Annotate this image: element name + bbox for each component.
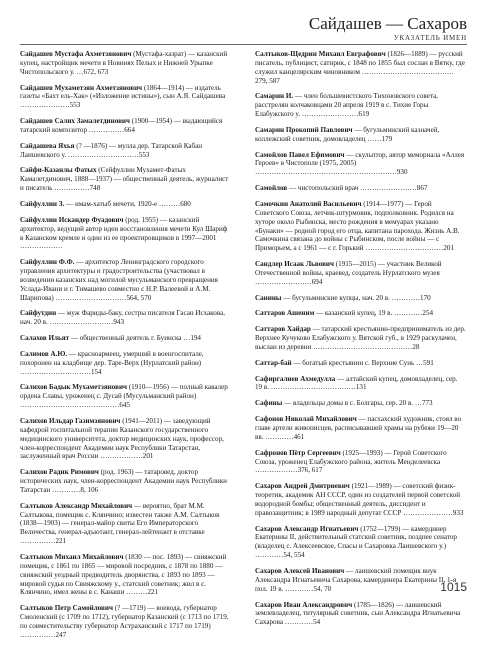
entry-description: (? —1719) — воевода, губернатор Смоленский (с 1709 по 1712), губернатор Казанский (с 1713 по 1719, по совместительству губернатор Астраханский с 1717 по 1719) ……………247 (20, 604, 229, 639)
entry-name: Салтыков-Щедрин Михаил Евграфович (255, 50, 386, 58)
index-entry (20, 604, 231, 639)
entry-name: Самарин И. (255, 92, 294, 101)
entry-name: Сайдашев Мухаметзян Ахметзянович (20, 83, 143, 92)
entry-description: (1914—1977) — Герой Советского Союза, летчик-штурмовик, подполковник. Родился на хуторе около Рыбинска, место рождения в мемуарах указано «Бунаки» — родной город его отца, капитана парохода. Жизнь А.В. Самочкина связана до войны с Рыбинском, после войны — с Приморьем, а с 1961 — с г. Горький ……………………………201 (255, 199, 460, 253)
entry-description: (1925—1993) — Герой Советского Союза, уроженец Елабужского района, житель Менделеевска ………………376, 617 (255, 448, 447, 475)
header-rule (20, 44, 467, 45)
index-entry (255, 482, 466, 517)
index-entry (20, 84, 231, 111)
index-entry (20, 383, 231, 410)
index-entry (20, 166, 231, 193)
entry-name: Сайдашев Салих Замалетдинович (20, 117, 131, 126)
entry-description: — бугульминские купцы, нач. 20 в. …………170 (281, 293, 431, 302)
header-title: Сайдашев — Сахаров (308, 14, 467, 33)
index-entry (255, 375, 466, 393)
header-subtitle: УКАЗАТЕЛЬ ИМЕН (393, 34, 467, 42)
index-entry (255, 567, 466, 594)
entry-name: Салтыков Александр Михайлович (20, 501, 133, 510)
index-entry (255, 50, 466, 85)
entry-description: — владельцы домы в с. Болгары, сер. 20 в. …773 (282, 399, 433, 408)
index-entry (20, 309, 231, 327)
entry-name: Салахов Ильят (20, 334, 70, 343)
index-entry (255, 200, 466, 253)
entry-name: Саттаров Хайдар (255, 325, 311, 334)
index-entry (255, 184, 466, 193)
index-entry (20, 50, 231, 77)
entry-description: — красноармеец, умерший в военгоспитале, похоронен на кладбище дер. Таре-Верх (Нурлатский район) …………………………154 (20, 349, 204, 376)
entry-name: Сайдашев Мустафа Ахметзянович (20, 50, 132, 58)
entry-name: Сафронов Пётр Сергеевич (255, 448, 341, 457)
running-header (309, 14, 467, 42)
index-entry (20, 334, 231, 343)
index-entry (255, 399, 466, 408)
entry-name: Салихов Ильдар Газимзянович (20, 417, 121, 425)
entry-name: Сахаров Алексей Иванович (255, 566, 345, 575)
index-entry (255, 601, 466, 628)
index-entry (255, 525, 466, 560)
entry-name: Сайфуллин Искандер Фуадович (20, 215, 124, 224)
index-entry (255, 294, 466, 303)
entry-name: Сафонов Николай Михайлович (255, 415, 357, 424)
entry-name: Сандлер Исаак Львович (255, 260, 335, 269)
entry-description: — богатый крестьянин с. Верхние Сунь …591 (291, 358, 434, 367)
index-entry (255, 126, 466, 144)
entry-name: Салихов Бадык Мухаметзянович (20, 383, 128, 392)
index-entry (20, 216, 231, 251)
entry-description: — имам-хатыб мечети, 1920-е ………680 (64, 199, 191, 208)
entry-description: (1785—1826) — лаишевский землевладелец, титулярный советник, сын Александра Игнатьевича Сахарова …………54 (255, 600, 461, 627)
entry-name: Сайфуллин Ф.Ф. (20, 258, 75, 267)
index-entry (20, 117, 231, 135)
entry-name: Салихов Радик Римович (20, 468, 99, 477)
index-entry (255, 309, 466, 318)
index-entry (20, 200, 231, 209)
index-entry (255, 359, 466, 368)
entry-description: (1830 — пос. 1893) — свияжский помещик, с 1861 по 1865 — мировой посредник, с 1878 по 1880 — свияжский уездный предводитель дворянства, с 1893 по 1893 — мировой судья по Свияжскому у., статский советник; жил в с. Клянчино, имел жены в с. Канаши ………221 (20, 552, 227, 597)
index-entry (20, 142, 231, 160)
entry-name: Сайфуллин З. (20, 199, 65, 208)
entry-description: (? —1876) — мулла дер. Татарской Кабан Лаишевского у. …………………………553 (20, 141, 203, 159)
entry-description: (1921—1989) — советский физик-теоретик, академик АН СССР, один из создателей первой советской водородной бомбы; общественный деятель, диссидент и правозащитник; в 1989 народный депутат СССР …………………933 (255, 482, 464, 517)
index-entry (255, 92, 466, 119)
page-number: 1015 (440, 580, 467, 594)
entry-description: — алтайский купец, домовладелец, сер. 19 в. ………………………………131 (255, 374, 458, 392)
entry-description: (род. 1955) — казанский архитектор, ведущий автор идеи восстановления мечети Кул Шариф в Казанском кремле и один из ее проектировщиков в 1997—2001 ……………… (20, 215, 228, 251)
entry-description: (1915—2015) — участник Великой Отечественной войны, краевед, создатель Нурлатского музея ……………………694 (255, 260, 442, 286)
entry-name: Самойлов (255, 184, 288, 193)
index-entry (255, 415, 466, 442)
entry-description: — член большевистского Тихоновского совета, расстрелян колчаковцами 20 апреля 1919 в с. Тихие Горы Елабужского у. ……………………619 (255, 92, 438, 119)
index-entry (20, 350, 231, 377)
entry-name: Саттаров Ашеним (255, 309, 315, 318)
entry-description: — пасхахский художник, стоял во главе артели живописцев, расписывавшей храмы на рубеже 19—20 вв. …………461 (255, 415, 462, 441)
right-column (255, 50, 466, 634)
entry-description: — скульптор, автор мемориала «Аллея Героев» в Чистополе (1975, 2005) ……………………………………………………930 (255, 150, 465, 177)
index-entry (20, 258, 231, 302)
entry-description: — лаишевский помещик внук Александра Игнатьевича Сахарова, камердинера Екатерины II, 1-я пол. 19 в. …………54, 70 (255, 566, 457, 593)
entry-name: Сахаров Александр Игнатьевич (255, 524, 359, 533)
entry-description: (Мустафа-хазрат) — казанский купец, настройщик мечети в Новинях Пелых и Нижней Урыпке Чистопольского у. …672, 673 (20, 50, 228, 76)
entry-description: (1752—1799) — камердинер Екатерины II, действительный статский советник, позднее сенатор (владелец с. Алексеевское, Спасы и Сахаровка Лаишевского у.) …………54, 554 (255, 524, 457, 560)
index-entry (20, 468, 231, 495)
entry-description: — муж Фариды-баку, сестры писателя Гасан Исхакова, нач. 20 в. ………………………943 (20, 309, 225, 327)
entry-description: — вероятно, брат М.М. Салтыкова, помещик с. Клянчино; известен также А.М. Салтыков (1838—1903) — генерал-майор свиты Его Императорского Величества, генерал-адъютант, генерал-лейтенант в отставке ……………221 (20, 501, 220, 546)
entry-name: Салтыков Михаил Михайлович (20, 552, 124, 561)
entry-name: Сайдашева Яхья (20, 141, 75, 150)
entry-name: Сафины (255, 399, 283, 408)
left-column (20, 50, 231, 647)
index-entry (20, 417, 231, 461)
entry-description: (1941—2011) — заведующий кафедрой госпитальной терапии Казанского государственного медицинского университета, доктор медицинских наук, профессор, член-корреспондент Академии наук Республики Татарстан, заслуженный врач России ………………201 (20, 417, 224, 461)
entry-name: Самойлов Павел Ефимович (255, 150, 345, 159)
entry-name: Сахаров Андрей Дмитриевич (255, 482, 350, 491)
index-entry (255, 449, 466, 476)
index-entry (255, 151, 466, 178)
entry-name: Самочкин Анатолий Васильевич (255, 199, 362, 208)
entry-description: — чистопольский врач ……………………867 (287, 184, 428, 193)
index-entry (255, 260, 466, 287)
entry-description: — общественный деятель г. Буинска …194 (69, 334, 201, 343)
entry-description: (1900—1954) — выдающийся татарский композитор ……………664 (20, 117, 223, 134)
entry-name: Сафиргалиев Ахмедулла (255, 374, 336, 383)
entry-description: — казанский купец, 19 в. …………254 (314, 309, 434, 318)
index-entry (20, 502, 231, 546)
entry-description: — бугульминский казначей, коллежский советник, домовладелец ……179 (255, 125, 440, 143)
entry-name: Салтыков Петр Самойлович (20, 604, 113, 613)
entry-description: (1910—1956) — полный кавалер ордена Славы, уроженец с. Дусай (Мусульманский район) ……………………………………645 (20, 383, 228, 410)
entry-description: (Сейфуллин Мухамет-Фатых Камалетдинович, 1888—1937) — общественный деятель, журналист и писатель ……………748 (20, 166, 229, 193)
entry-name: Сайфутдин (20, 309, 57, 318)
index-entry (255, 325, 466, 352)
entry-description: (род. 1963) — татаровед, доктор исторических наук, член-корреспондент Академии наук Республики Татарстан …………8, 106 (20, 468, 227, 494)
entry-description: — архитектор Ленинградского городского управления архитектуры и градостроительства (участвовал в возведении казанских над могилой мусульманского превращения Услада-Ивани и г. Тимашево совместно с Н.Р. Валеевой и А.М. Шарипова) …………………………564, 570 (20, 258, 218, 302)
entry-name: Сайфи-Казанлы Фатых (20, 166, 97, 175)
entry-name: Самарин Прокопий Павлович (255, 125, 353, 134)
index-entry (20, 553, 231, 597)
entry-name: Саттар-бай (255, 358, 292, 367)
entry-name: Салимов А.Ю. (20, 349, 68, 358)
entry-name: Санины (255, 293, 282, 302)
entry-description: — татарский крестьянин-предприниматель из дер. Верхнее Кучуково Елабужского у. Вятской губ., в 1929 раскулачен, выслан из деревни ……………………………………28 (255, 325, 466, 351)
entry-description: (1826—1889) — русский писатель, публицист, сатирик, с 1848 по 1855 был сослан в Вятку, где служил канцелярским чиновником …………………………………279, 587 (255, 50, 465, 85)
entry-description: (1864—1914) — издатель газеты «Бахт ель-Хак» («Изложение истины»), сын А.Я. Сайдашева …………………553 (20, 83, 226, 110)
entry-name: Сахаров Иван Александрович (255, 600, 353, 609)
